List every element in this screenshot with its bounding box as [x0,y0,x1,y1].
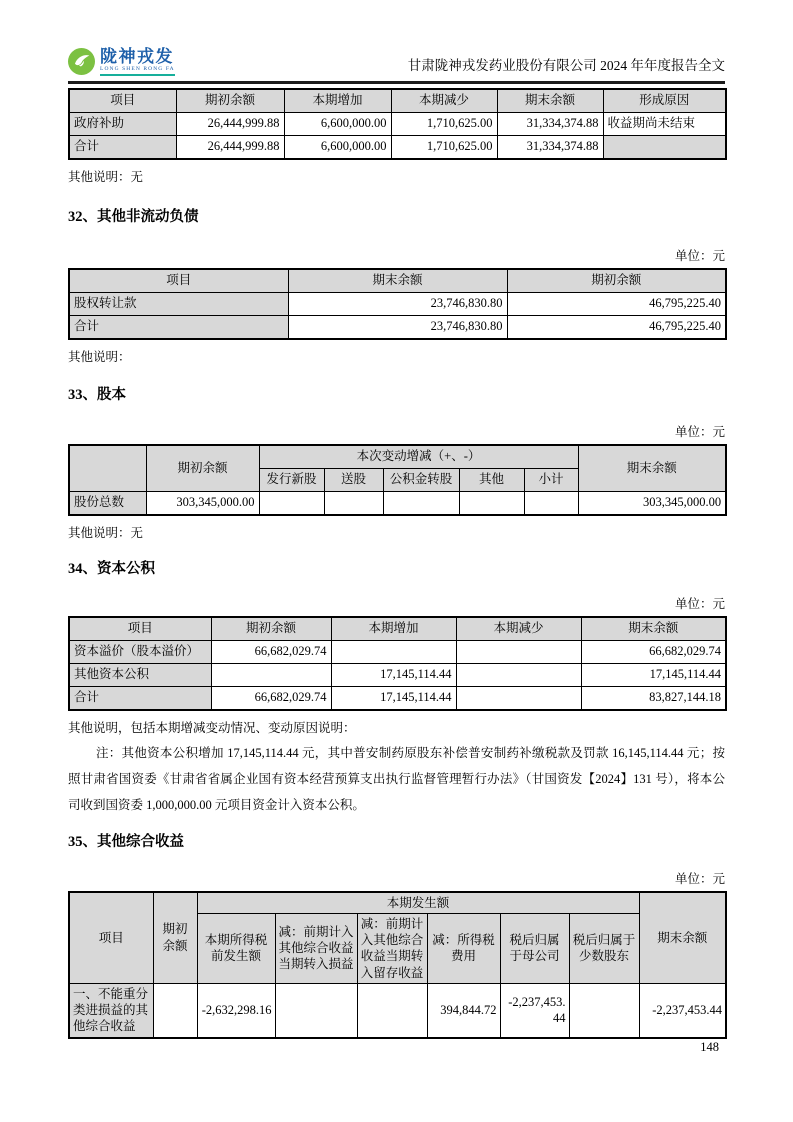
table-cell: 31,334,374.88 [497,135,603,159]
section-35-title: 35、其他综合收益 [68,833,184,850]
column-header: 小计 [524,468,578,491]
table-cell: 收益期尚未结束 [603,112,726,135]
table-cell [603,135,726,159]
table-cell: 46,795,225.40 [507,292,726,315]
column-header: 项目 [69,269,288,293]
column-header: 期初余额 [146,445,259,492]
other-noncurrent-liabilities-table [68,268,727,340]
row-label: 资本溢价（股本溢价） [69,640,211,663]
table-row [69,663,726,686]
column-header: 减：前期计入其他综合收益当期转入留存收益 [357,913,427,983]
unit-label: 单位：元 [674,248,725,263]
table-header-row [69,89,726,113]
table-header-row [69,617,726,641]
table-cell [383,491,459,515]
unit-label: 单位：元 [674,596,725,611]
unit-label: 单位：元 [674,424,725,439]
other-comprehensive-income-table [68,891,727,1039]
table-cell: 26,444,999.88 [176,135,284,159]
column-header: 期末余额 [639,892,726,984]
table-cell [153,983,197,1037]
table-cell: 66,682,029.74 [211,640,331,663]
table-cell: 31,334,374.88 [497,112,603,135]
share-capital-table [68,444,727,516]
column-header: 公积金转股 [383,468,459,491]
table-cell [211,663,331,686]
table-cell: 26,444,999.88 [176,112,284,135]
table-cell: 66,682,029.74 [211,686,331,710]
column-header: 项目 [69,617,211,641]
logo-en-text: LONG SHEN RONG FA [100,67,175,76]
table-cell: 6,600,000.00 [284,112,391,135]
other-note: 其他说明：无 [68,525,144,540]
table-cell: 1,710,625.00 [391,112,497,135]
logo-cn-text: 陇神戎发 [100,47,174,66]
table-cell: 17,145,114.44 [331,686,456,710]
table-row [69,640,726,663]
column-header: 期末余额 [288,269,507,293]
table-cell: 394,844.72 [427,983,500,1037]
section-33-title: 33、股本 [68,386,126,403]
table-cell: -2,237,453.44 [639,983,726,1037]
corner-cell [69,445,146,492]
column-header: 期末余额 [581,617,726,641]
table-cell: -2,237,453.44 [500,983,569,1037]
row-label: 合计 [69,135,176,159]
column-header: 项目 [69,89,176,113]
capital-reserve-table [68,616,727,711]
section-32-title: 32、其他非流动负债 [68,208,199,225]
column-header: 减：前期计入其他综合收益当期转入损益 [275,913,357,983]
row-label: 股份总数 [69,491,146,515]
table-row [69,491,726,515]
table-row [69,315,726,339]
row-label: 政府补助 [69,112,176,135]
table-cell: 6,600,000.00 [284,135,391,159]
table-row [69,686,726,710]
table-cell: 303,345,000.00 [146,491,259,515]
column-header: 期初余额 [211,617,331,641]
table-header-row [69,892,726,914]
column-header: 税后归属于少数股东 [569,913,639,983]
table-cell [524,491,578,515]
table-cell [259,491,324,515]
table-row [69,112,726,135]
other-note-intro: 其他说明，包括本期增减变动情况、变动原因说明： [68,720,356,735]
table-cell: 17,145,114.44 [581,663,726,686]
section-34-title: 34、资本公积 [68,560,155,577]
column-header: 期末余额 [578,445,726,492]
table-row [69,983,726,1037]
unit-label: 单位：元 [674,871,725,886]
column-header-group: 本期发生额 [197,892,639,914]
column-header-group: 本次变动增减（+、-） [259,445,578,469]
capital-reserve-explanation: 注：其他资本公积增加 17,145,114.44 元，其中普安制药原股东补偿普安制药补缴税款及罚款 16,145,114.44 元；按照甘肃省国资委《甘肃省省属企业国有资本经营预算支出执行监督管理暂行办法》（甘国资发【2024】131 号），将本公司收到国资委 1,000,000.00 元项目资金计入资本公积。 [68,745,725,812]
column-header: 期末余额 [497,89,603,113]
other-note: 其他说明：无 [68,169,144,184]
table-cell [569,983,639,1037]
table-cell: 66,682,029.74 [581,640,726,663]
page-header [68,0,725,84]
row-label: 股权转让款 [69,292,288,315]
column-header: 期初余额 [176,89,284,113]
column-header: 本期减少 [391,89,497,113]
column-header: 本期减少 [456,617,581,641]
table-cell [456,686,581,710]
column-header: 送股 [324,468,383,491]
page-content [68,0,725,1039]
row-label: 一、不能重分类进损益的其他综合收益 [69,983,153,1037]
table-header-row [69,445,726,469]
table-cell [331,640,456,663]
table-header-row [69,269,726,293]
row-label: 其他资本公积 [69,663,211,686]
column-header: 减：所得税费用 [427,913,500,983]
company-logo [68,48,175,76]
table-cell: 17,145,114.44 [331,663,456,686]
column-header: 其他 [459,468,524,491]
table-row [69,135,726,159]
table-cell [456,663,581,686]
table-cell: 23,746,830.80 [288,292,507,315]
row-label: 合计 [69,315,288,339]
table-cell: 46,795,225.40 [507,315,726,339]
table-cell: 303,345,000.00 [578,491,726,515]
page-number: 148 [700,1040,719,1054]
column-header: 期初余额 [153,892,197,984]
logo-text [100,48,175,76]
row-label: 合计 [69,686,211,710]
table-cell: 1,710,625.00 [391,135,497,159]
column-header: 本期增加 [284,89,391,113]
table-cell [456,640,581,663]
table-row [69,292,726,315]
column-header: 项目 [69,892,153,984]
column-header: 税后归属于母公司 [500,913,569,983]
table-cell [459,491,524,515]
column-header: 形成原因 [603,89,726,113]
deferred-income-table [68,88,727,160]
table-cell: 23,746,830.80 [288,315,507,339]
column-header: 本期增加 [331,617,456,641]
other-note: 其他说明： [68,349,131,364]
logo-bird-icon [68,48,95,75]
column-header: 发行新股 [259,468,324,491]
table-cell [275,983,357,1037]
table-cell [357,983,427,1037]
report-title: 甘肃陇神戎发药业股份有限公司 2024 年年度报告全文 [407,57,725,73]
table-cell: -2,632,298.16 [197,983,275,1037]
column-header: 本期所得税前发生额 [197,913,275,983]
table-cell [324,491,383,515]
table-cell: 83,827,144.18 [581,686,726,710]
column-header: 期初余额 [507,269,726,293]
